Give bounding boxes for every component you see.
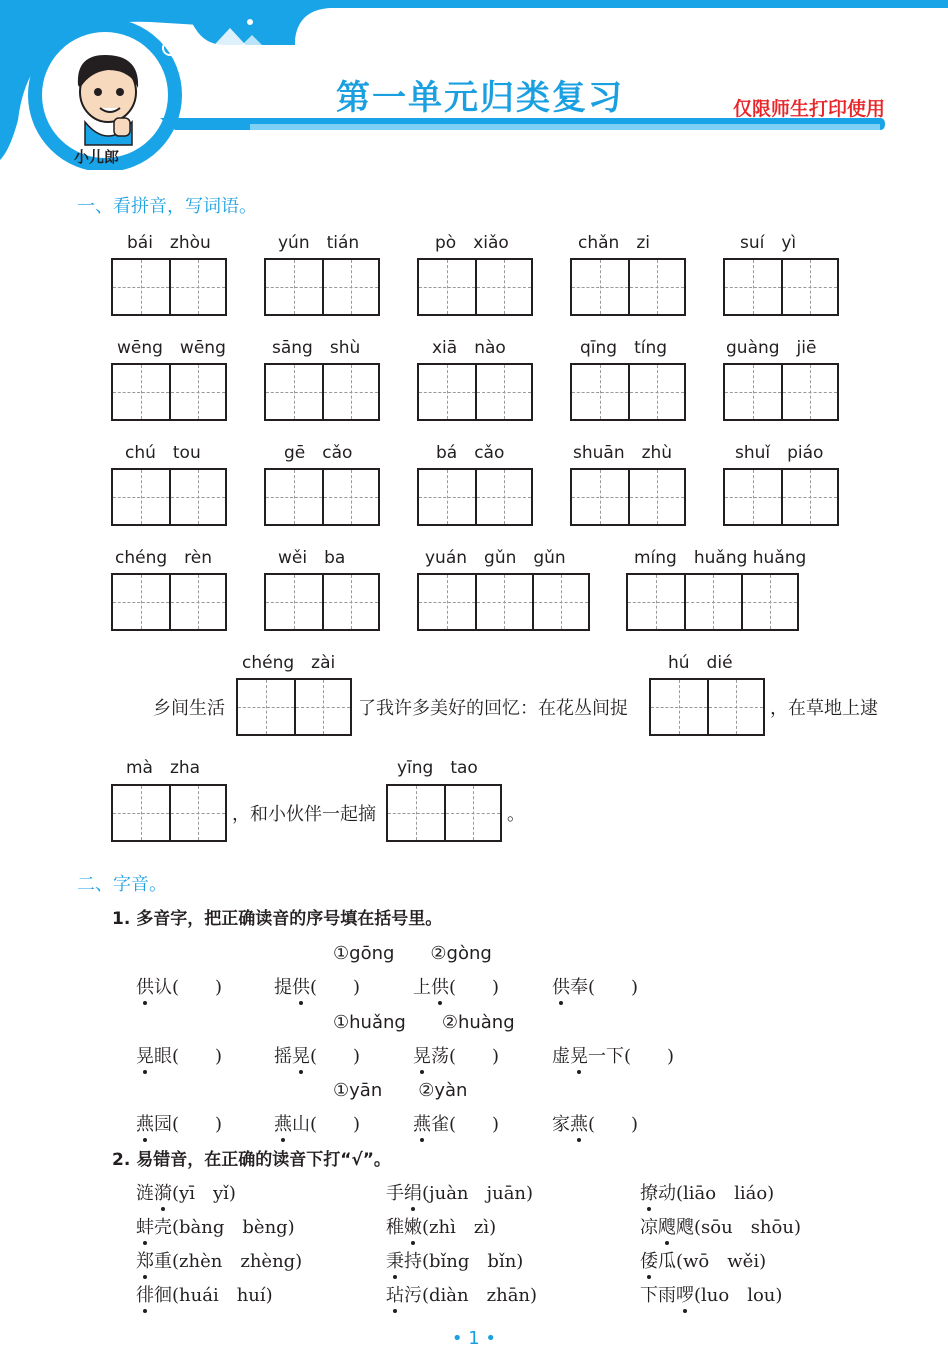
pinyin: shuǐ piáo — [735, 443, 824, 463]
tianzige-box[interactable] — [570, 363, 686, 421]
pinyin: gē cǎo — [284, 443, 353, 463]
easy-error-word[interactable]: 下雨啰(luo lou) — [640, 1281, 782, 1307]
tianzige-box[interactable] — [386, 784, 502, 842]
pinyin: shuān zhù — [573, 443, 673, 463]
pinyin: yīng tao — [397, 758, 478, 778]
tianzige-box[interactable] — [417, 363, 533, 421]
pronunciation-options: ①gōng ②gòng — [333, 943, 492, 964]
sentence-text: 。 — [507, 804, 525, 825]
easy-error-word[interactable]: 徘徊(huái huí) — [136, 1281, 273, 1307]
sentence-text: ，在草地上逮 — [770, 698, 878, 719]
easy-error-word[interactable]: 倭瓜(wō wěi) — [640, 1247, 766, 1273]
mascot-label: 小儿郎 — [74, 148, 120, 166]
polyphone-word[interactable]: 晃荡( ) — [413, 1042, 499, 1068]
sentence-text: ，和小伙伴一起摘 — [232, 804, 376, 825]
tianzige-box[interactable] — [417, 573, 590, 631]
tianzige-box[interactable] — [236, 678, 352, 736]
pinyin: bái zhòu — [127, 233, 211, 253]
pinyin: qīng tíng — [580, 338, 668, 358]
question1-title: 1. 多音字，把正确读音的序号填在括号里。 — [112, 909, 443, 929]
easy-error-word[interactable]: 秉持(bǐng bǐn) — [386, 1247, 523, 1273]
polyphone-word[interactable]: 晃眼( ) — [136, 1042, 222, 1068]
pinyin: chéng rèn — [115, 548, 212, 568]
pinyin: chéng zài — [242, 653, 336, 673]
pinyin: pò xiǎo — [435, 233, 509, 253]
polyphone-word[interactable]: 燕园( ) — [136, 1110, 222, 1136]
easy-error-word[interactable]: 郑重(zhèn zhèng) — [136, 1247, 302, 1273]
tianzige-box[interactable] — [417, 468, 533, 526]
easy-error-word[interactable]: 稚嫩(zhì zì) — [386, 1213, 496, 1239]
pinyin: yuán gǔn gǔn — [425, 548, 566, 568]
tianzige-box[interactable] — [570, 258, 686, 316]
easy-error-word[interactable]: 凉飕飕(sōu shōu) — [640, 1213, 801, 1239]
pinyin: mà zha — [126, 758, 201, 778]
pinyin: wēng wēng — [117, 338, 226, 358]
easy-error-word[interactable]: 撩动(liāo liáo) — [640, 1179, 774, 1205]
tianzige-box[interactable] — [264, 363, 380, 421]
pinyin: xiā nào — [432, 338, 506, 358]
polyphone-word[interactable]: 提供( ) — [274, 973, 360, 999]
pinyin: chǎn zi — [578, 233, 650, 253]
tianzige-box[interactable] — [570, 468, 686, 526]
pinyin: guàng jiē — [726, 338, 817, 358]
polyphone-word[interactable]: 虚晃一下( ) — [552, 1042, 674, 1068]
pinyin: hú dié — [668, 653, 733, 673]
sentence-text: 乡间生活 — [153, 698, 225, 719]
page-title: 第一单元归类复习 — [336, 78, 624, 118]
pronunciation-options: ①huǎng ②huàng — [333, 1012, 515, 1033]
tianzige-box[interactable] — [111, 258, 227, 316]
polyphone-word[interactable]: 供奉( ) — [552, 973, 638, 999]
pinyin: míng huǎng huǎng — [634, 548, 807, 568]
polyphone-word[interactable]: 家燕( ) — [552, 1110, 638, 1136]
easy-error-word[interactable]: 蚌壳(bàng bèng) — [136, 1213, 295, 1239]
polyphone-word[interactable]: 燕山( ) — [274, 1110, 360, 1136]
tianzige-box[interactable] — [626, 573, 799, 631]
pinyin: sāng shù — [272, 338, 361, 358]
sun-icon — [247, 19, 253, 25]
pinyin: wěi ba — [278, 548, 346, 568]
easy-error-word[interactable]: 玷污(diàn zhān) — [386, 1281, 537, 1307]
tianzige-box[interactable] — [264, 258, 380, 316]
easy-error-word[interactable]: 手绢(juàn juān) — [386, 1179, 533, 1205]
pinyin: chú tou — [125, 443, 201, 463]
tianzige-box[interactable] — [723, 468, 839, 526]
polyphone-word[interactable]: 摇晃( ) — [274, 1042, 360, 1068]
tianzige-box[interactable] — [264, 468, 380, 526]
tianzige-box[interactable] — [111, 784, 227, 842]
pinyin: yún tián — [278, 233, 360, 253]
section2-title: 二、字音。 — [77, 874, 167, 895]
polyphone-word[interactable]: 上供( ) — [413, 973, 499, 999]
tianzige-box[interactable] — [417, 258, 533, 316]
polyphone-word[interactable]: 供认( ) — [136, 973, 222, 999]
question2-title: 2. 易错音，在正确的读音下打“√”。 — [112, 1150, 391, 1170]
easy-error-word[interactable]: 涟漪(yī yǐ) — [136, 1179, 236, 1205]
pinyin: suí yì — [740, 233, 797, 253]
tianzige-box[interactable] — [111, 468, 227, 526]
tianzige-box[interactable] — [723, 258, 839, 316]
sentence-text: 了我许多美好的回忆：在花丛间捉 — [358, 698, 628, 719]
pronunciation-options: ①yān ②yàn — [333, 1080, 468, 1101]
polyphone-word[interactable]: 燕雀( ) — [413, 1110, 499, 1136]
tianzige-box[interactable] — [111, 363, 227, 421]
pinyin: bá cǎo — [436, 443, 505, 463]
page-number: • 1 • — [451, 1328, 497, 1349]
tianzige-box[interactable] — [723, 363, 839, 421]
tianzige-box[interactable] — [111, 573, 227, 631]
tianzige-box[interactable] — [649, 678, 765, 736]
tianzige-box[interactable] — [264, 573, 380, 631]
print-notice: 仅限师生打印使用 — [732, 98, 885, 120]
section1-title: 一、看拼音，写词语。 — [77, 196, 257, 217]
